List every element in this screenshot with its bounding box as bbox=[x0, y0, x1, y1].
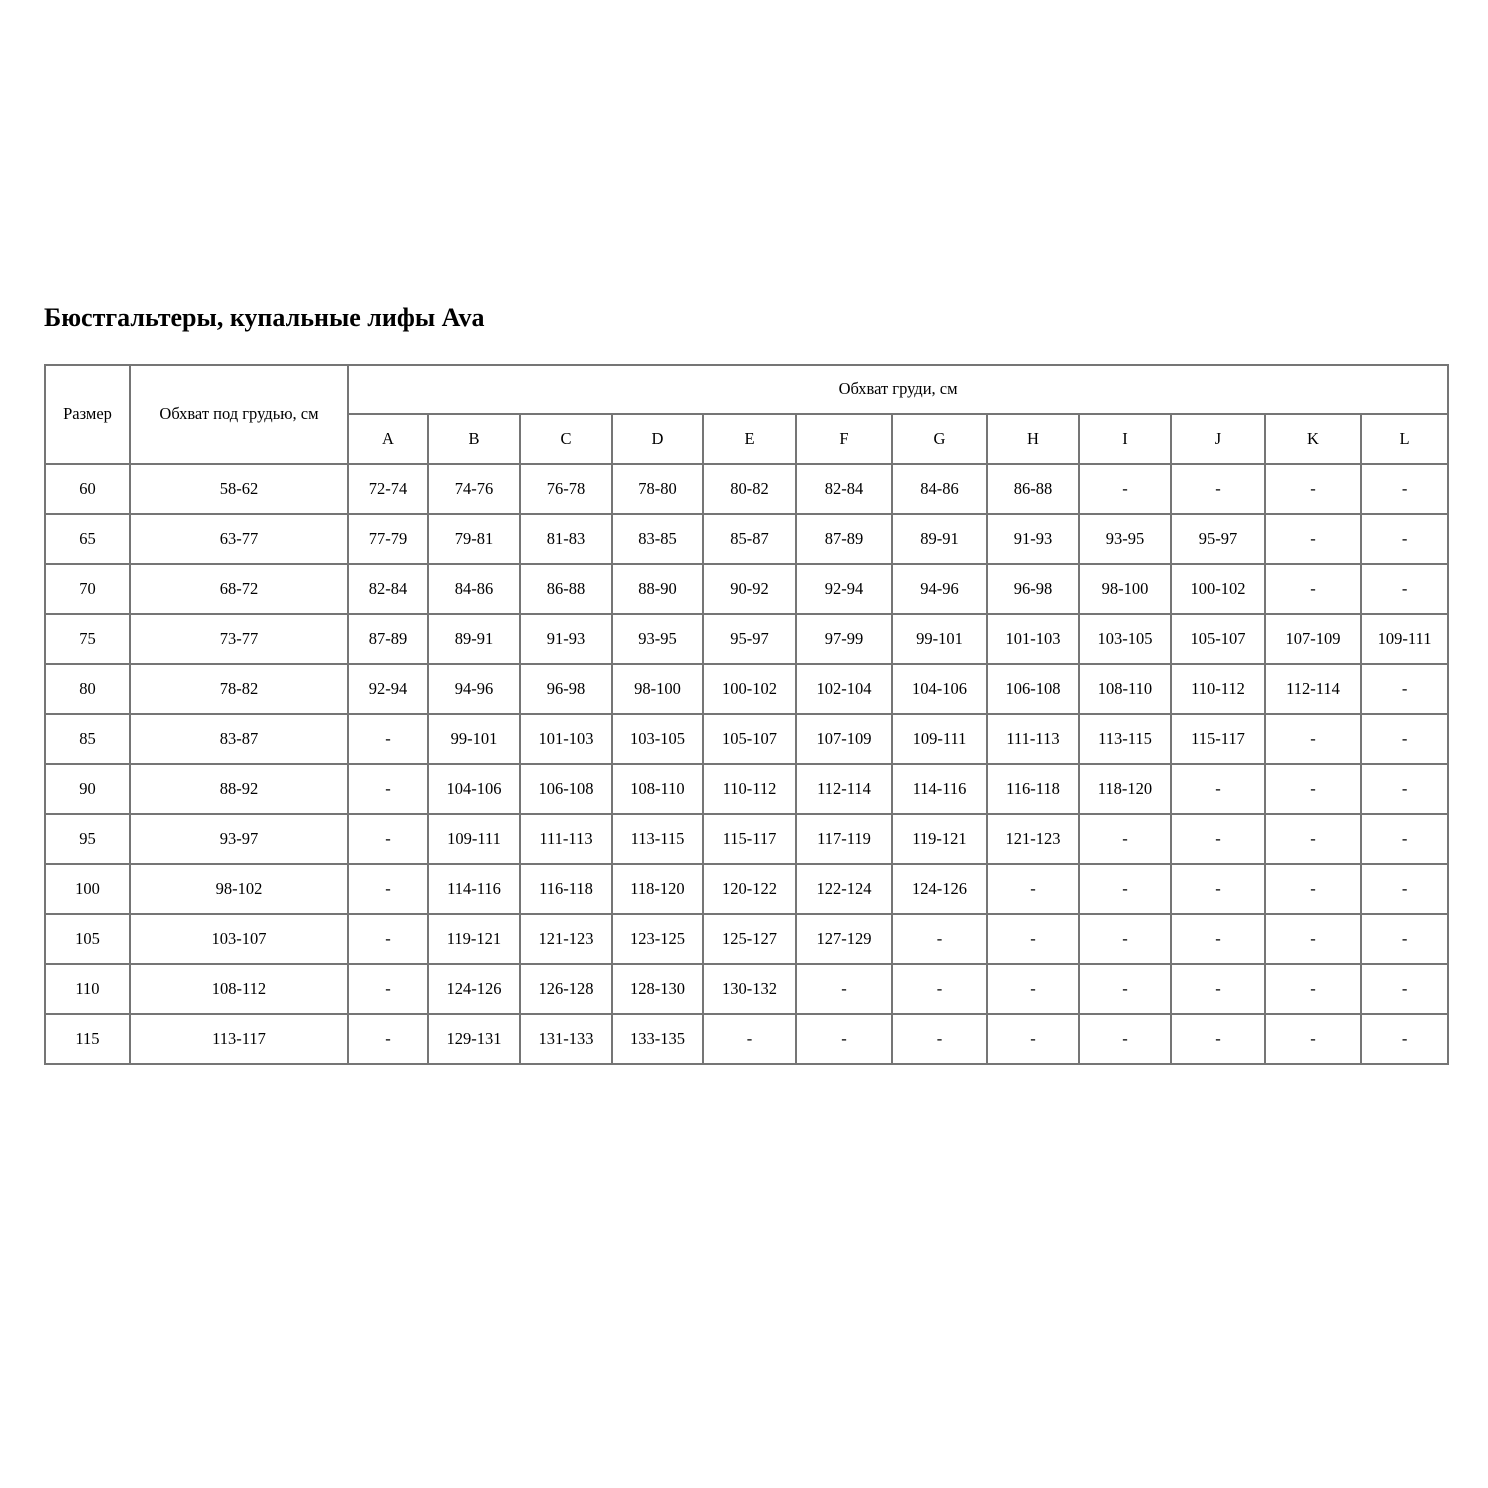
cup-cell: 94-96 bbox=[428, 664, 520, 714]
cup-cell: 80-82 bbox=[703, 464, 796, 514]
cup-cell: 116-118 bbox=[987, 764, 1079, 814]
cup-cell: 116-118 bbox=[520, 864, 612, 914]
size-cell: 65 bbox=[45, 514, 130, 564]
cup-cell: 119-121 bbox=[428, 914, 520, 964]
table-row bbox=[45, 664, 1448, 714]
cup-cell: 84-86 bbox=[892, 464, 987, 514]
cup-cell: - bbox=[1265, 914, 1361, 964]
cup-cell: 108-110 bbox=[1079, 664, 1171, 714]
cup-cell: 87-89 bbox=[796, 514, 892, 564]
cup-cell: - bbox=[796, 1014, 892, 1064]
cup-cell: - bbox=[348, 864, 428, 914]
cup-cell: 112-114 bbox=[1265, 664, 1361, 714]
cup-column-header: D bbox=[612, 414, 703, 464]
cup-cell: - bbox=[1361, 714, 1448, 764]
table-row bbox=[45, 564, 1448, 614]
cup-cell: 111-113 bbox=[520, 814, 612, 864]
cup-cell: - bbox=[1361, 464, 1448, 514]
table-row bbox=[45, 614, 1448, 664]
cup-cell: 96-98 bbox=[520, 664, 612, 714]
cup-cell: - bbox=[1361, 914, 1448, 964]
cup-cell: 84-86 bbox=[428, 564, 520, 614]
table-row bbox=[45, 814, 1448, 864]
cup-cell: 105-107 bbox=[703, 714, 796, 764]
cup-column-header: B bbox=[428, 414, 520, 464]
cup-cell: 114-116 bbox=[892, 764, 987, 814]
size-cell: 85 bbox=[45, 714, 130, 764]
cup-cell: 107-109 bbox=[796, 714, 892, 764]
cup-cell: - bbox=[1079, 914, 1171, 964]
cup-cell: 94-96 bbox=[892, 564, 987, 614]
cup-cell: 107-109 bbox=[1265, 614, 1361, 664]
cup-cell: 108-110 bbox=[612, 764, 703, 814]
table-row bbox=[45, 1014, 1448, 1064]
cup-cell: - bbox=[987, 1014, 1079, 1064]
table-row bbox=[45, 714, 1448, 764]
document-content bbox=[44, 303, 1449, 1065]
cup-cell: - bbox=[1361, 814, 1448, 864]
size-cell: 70 bbox=[45, 564, 130, 614]
cup-cell: - bbox=[1361, 964, 1448, 1014]
cup-cell: - bbox=[1079, 464, 1171, 514]
cup-cell: - bbox=[1265, 764, 1361, 814]
cup-cell: 103-105 bbox=[1079, 614, 1171, 664]
cup-cell: - bbox=[892, 1014, 987, 1064]
cup-cell: 104-106 bbox=[892, 664, 987, 714]
underbust-cell: 98-102 bbox=[130, 864, 348, 914]
cup-cell: 92-94 bbox=[348, 664, 428, 714]
cup-cell: 99-101 bbox=[892, 614, 987, 664]
cup-cell: 91-93 bbox=[987, 514, 1079, 564]
cup-cell: 114-116 bbox=[428, 864, 520, 914]
cup-cell: 87-89 bbox=[348, 614, 428, 664]
header-row-top bbox=[45, 365, 1448, 414]
cup-cell: 88-90 bbox=[612, 564, 703, 614]
cup-cell: 106-108 bbox=[987, 664, 1079, 714]
cup-cell: - bbox=[1265, 814, 1361, 864]
cup-cell: - bbox=[1171, 764, 1265, 814]
size-cell: 110 bbox=[45, 964, 130, 1014]
cup-cell: - bbox=[348, 814, 428, 864]
underbust-cell: 58-62 bbox=[130, 464, 348, 514]
cup-cell: 119-121 bbox=[892, 814, 987, 864]
cup-cell: 104-106 bbox=[428, 764, 520, 814]
underbust-cell: 73-77 bbox=[130, 614, 348, 664]
cup-cell: 82-84 bbox=[796, 464, 892, 514]
underbust-cell: 68-72 bbox=[130, 564, 348, 614]
cup-cell: - bbox=[1361, 1014, 1448, 1064]
cup-cell: - bbox=[1265, 464, 1361, 514]
cup-cell: - bbox=[348, 764, 428, 814]
cup-cell: 98-100 bbox=[1079, 564, 1171, 614]
cup-column-header: K bbox=[1265, 414, 1361, 464]
cup-cell: 72-74 bbox=[348, 464, 428, 514]
cup-cell: 96-98 bbox=[987, 564, 1079, 614]
underbust-cell: 88-92 bbox=[130, 764, 348, 814]
cup-cell: - bbox=[1171, 914, 1265, 964]
underbust-cell: 63-77 bbox=[130, 514, 348, 564]
size-column-header: Размер bbox=[45, 365, 130, 464]
cup-cell: 124-126 bbox=[428, 964, 520, 1014]
cup-cell: 100-102 bbox=[703, 664, 796, 714]
size-cell: 100 bbox=[45, 864, 130, 914]
cup-cell: - bbox=[1265, 564, 1361, 614]
cup-cell: - bbox=[1265, 964, 1361, 1014]
cup-cell: - bbox=[1171, 464, 1265, 514]
cup-cell: 121-123 bbox=[520, 914, 612, 964]
underbust-column-header: Обхват под грудью, см bbox=[130, 365, 348, 464]
cup-cell: - bbox=[987, 964, 1079, 1014]
cup-cell: 90-92 bbox=[703, 564, 796, 614]
cup-cell: - bbox=[1361, 664, 1448, 714]
cup-cell: 95-97 bbox=[703, 614, 796, 664]
cup-column-header: G bbox=[892, 414, 987, 464]
cup-cell: 93-95 bbox=[1079, 514, 1171, 564]
cup-cell: - bbox=[1171, 1014, 1265, 1064]
cup-cell: 126-128 bbox=[520, 964, 612, 1014]
size-cell: 105 bbox=[45, 914, 130, 964]
underbust-cell: 113-117 bbox=[130, 1014, 348, 1064]
cup-cell: 103-105 bbox=[612, 714, 703, 764]
cup-cell: - bbox=[1361, 764, 1448, 814]
cup-cell: 124-126 bbox=[892, 864, 987, 914]
cup-cell: - bbox=[987, 864, 1079, 914]
size-cell: 60 bbox=[45, 464, 130, 514]
cup-cell: - bbox=[1171, 964, 1265, 1014]
cup-cell: - bbox=[348, 964, 428, 1014]
cup-cell: 110-112 bbox=[1171, 664, 1265, 714]
underbust-cell: 78-82 bbox=[130, 664, 348, 714]
cup-cell: 86-88 bbox=[987, 464, 1079, 514]
cup-cell: 112-114 bbox=[796, 764, 892, 814]
cup-cell: 122-124 bbox=[796, 864, 892, 914]
cup-cell: 121-123 bbox=[987, 814, 1079, 864]
cup-column-header: J bbox=[1171, 414, 1265, 464]
cup-cell: - bbox=[1265, 514, 1361, 564]
cup-cell: 117-119 bbox=[796, 814, 892, 864]
size-cell: 115 bbox=[45, 1014, 130, 1064]
cup-cell: 78-80 bbox=[612, 464, 703, 514]
cup-column-header: C bbox=[520, 414, 612, 464]
cup-cell: 93-95 bbox=[612, 614, 703, 664]
cup-cell: 131-133 bbox=[520, 1014, 612, 1064]
cup-cell: 77-79 bbox=[348, 514, 428, 564]
underbust-cell: 103-107 bbox=[130, 914, 348, 964]
cup-cell: 81-83 bbox=[520, 514, 612, 564]
cup-cell: 118-120 bbox=[612, 864, 703, 914]
cup-cell: 120-122 bbox=[703, 864, 796, 914]
cup-column-header: F bbox=[796, 414, 892, 464]
size-cell: 80 bbox=[45, 664, 130, 714]
table-row bbox=[45, 764, 1448, 814]
cup-cell: - bbox=[1265, 864, 1361, 914]
size-cell: 95 bbox=[45, 814, 130, 864]
cup-cell: - bbox=[703, 1014, 796, 1064]
cup-cell: 111-113 bbox=[987, 714, 1079, 764]
underbust-cell: 83-87 bbox=[130, 714, 348, 764]
cup-cell: 85-87 bbox=[703, 514, 796, 564]
cup-cell: 74-76 bbox=[428, 464, 520, 514]
cup-cell: 98-100 bbox=[612, 664, 703, 714]
size-cell: 75 bbox=[45, 614, 130, 664]
cup-cell: - bbox=[348, 1014, 428, 1064]
cup-cell: 83-85 bbox=[612, 514, 703, 564]
bust-group-header: Обхват груди, см bbox=[348, 365, 1448, 414]
cup-cell: 89-91 bbox=[428, 614, 520, 664]
cup-cell: 97-99 bbox=[796, 614, 892, 664]
cup-cell: 100-102 bbox=[1171, 564, 1265, 614]
cup-cell: - bbox=[348, 714, 428, 764]
cup-cell: 101-103 bbox=[987, 614, 1079, 664]
cup-cell: 89-91 bbox=[892, 514, 987, 564]
cup-cell: 118-120 bbox=[1079, 764, 1171, 814]
cup-cell: - bbox=[1361, 514, 1448, 564]
cup-cell: 92-94 bbox=[796, 564, 892, 614]
cup-cell: 127-129 bbox=[796, 914, 892, 964]
cup-cell: 79-81 bbox=[428, 514, 520, 564]
size-table-body bbox=[45, 464, 1448, 1064]
cup-cell: - bbox=[1079, 964, 1171, 1014]
cup-cell: 129-131 bbox=[428, 1014, 520, 1064]
cup-cell: - bbox=[892, 964, 987, 1014]
cup-cell: 110-112 bbox=[703, 764, 796, 814]
cup-cell: - bbox=[987, 914, 1079, 964]
size-table-header bbox=[45, 365, 1448, 464]
size-table bbox=[44, 364, 1449, 1065]
cup-cell: 101-103 bbox=[520, 714, 612, 764]
cup-cell: - bbox=[1265, 1014, 1361, 1064]
cup-cell: 115-117 bbox=[1171, 714, 1265, 764]
underbust-cell: 93-97 bbox=[130, 814, 348, 864]
cup-column-header: H bbox=[987, 414, 1079, 464]
cup-cell: - bbox=[1079, 864, 1171, 914]
cup-cell: - bbox=[348, 914, 428, 964]
cup-cell: 76-78 bbox=[520, 464, 612, 514]
table-row bbox=[45, 964, 1448, 1014]
cup-cell: 133-135 bbox=[612, 1014, 703, 1064]
cup-cell: - bbox=[1361, 564, 1448, 614]
cup-cell: - bbox=[1079, 1014, 1171, 1064]
cup-cell: - bbox=[1079, 814, 1171, 864]
cup-cell: - bbox=[1171, 864, 1265, 914]
cup-cell: 123-125 bbox=[612, 914, 703, 964]
cup-cell: 115-117 bbox=[703, 814, 796, 864]
cup-cell: 109-111 bbox=[1361, 614, 1448, 664]
cup-cell: 91-93 bbox=[520, 614, 612, 664]
cup-cell: 106-108 bbox=[520, 764, 612, 814]
cup-cell: 128-130 bbox=[612, 964, 703, 1014]
cup-cell: 95-97 bbox=[1171, 514, 1265, 564]
underbust-cell: 108-112 bbox=[130, 964, 348, 1014]
table-row bbox=[45, 864, 1448, 914]
cup-cell: 130-132 bbox=[703, 964, 796, 1014]
table-row bbox=[45, 464, 1448, 514]
cup-cell: 109-111 bbox=[428, 814, 520, 864]
cup-cell: - bbox=[892, 914, 987, 964]
cup-cell: 105-107 bbox=[1171, 614, 1265, 664]
cup-cell: 125-127 bbox=[703, 914, 796, 964]
table-row bbox=[45, 914, 1448, 964]
cup-cell: - bbox=[1171, 814, 1265, 864]
cup-column-header: E bbox=[703, 414, 796, 464]
cup-cell: 86-88 bbox=[520, 564, 612, 614]
table-row bbox=[45, 514, 1448, 564]
cup-column-header: L bbox=[1361, 414, 1448, 464]
cup-column-header: I bbox=[1079, 414, 1171, 464]
cup-cell: 109-111 bbox=[892, 714, 987, 764]
cup-cell: - bbox=[1265, 714, 1361, 764]
cup-cell: - bbox=[796, 964, 892, 1014]
cup-cell: 82-84 bbox=[348, 564, 428, 614]
cup-cell: 102-104 bbox=[796, 664, 892, 714]
cup-cell: 113-115 bbox=[612, 814, 703, 864]
cup-cell: 99-101 bbox=[428, 714, 520, 764]
page-title: Бюстгальтеры, купальные лифы Ava bbox=[44, 303, 485, 332]
size-cell: 90 bbox=[45, 764, 130, 814]
cup-cell: - bbox=[1361, 864, 1448, 914]
cup-cell: 113-115 bbox=[1079, 714, 1171, 764]
cup-column-header: A bbox=[348, 414, 428, 464]
